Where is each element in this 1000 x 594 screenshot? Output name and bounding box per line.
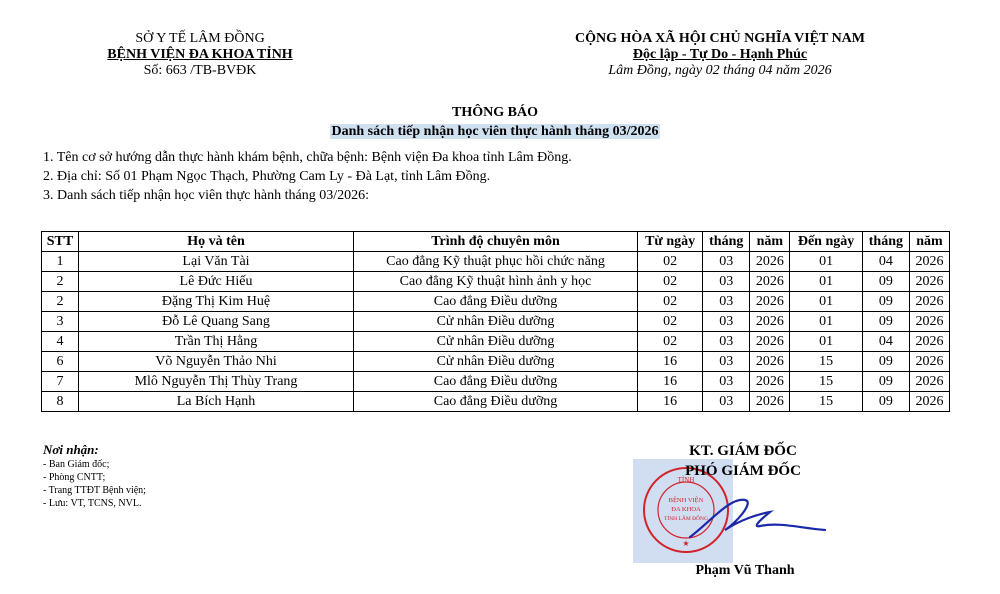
table-cell: Mlô Nguyễn Thị Thùy Trang <box>79 372 354 392</box>
table-cell: Cao đẳng Kỹ thuật hình ảnh y học <box>354 272 638 292</box>
table-cell: 2 <box>42 272 79 292</box>
table-cell: 03 <box>703 332 750 352</box>
info-line-1: 1. Tên cơ sở hướng dẫn thực hành khám bệnh, chữa bệnh: Bệnh viện Đa khoa tỉnh Lâm Đồng. <box>43 150 572 165</box>
info-line-2: 2. Địa chỉ: Số 01 Phạm Ngọc Thạch, Phường Cam Ly - Đà Lạt, tỉnh Lâm Đồng. <box>43 169 491 184</box>
page-title: THÔNG BÁO <box>452 105 538 120</box>
table-cell: 2026 <box>909 272 949 292</box>
col-qualification: Trình độ chuyên môn <box>354 232 638 252</box>
dept-name: SỞ Y TẾ LÂM ĐỒNG <box>135 31 265 46</box>
table-cell: 2026 <box>750 252 790 272</box>
col-name: Họ và tên <box>79 232 354 252</box>
stamp-line-3: TỈNH LÂM ĐỒNG <box>664 516 708 522</box>
table-cell: 15 <box>790 352 862 372</box>
table-cell: 2026 <box>909 292 949 312</box>
table-cell: 02 <box>638 332 703 352</box>
table-row <box>42 252 950 272</box>
table-cell: 7 <box>42 372 79 392</box>
table-cell: 16 <box>638 392 703 412</box>
table-cell: Đỗ Lê Quang Sang <box>79 312 354 332</box>
issue-date: Lâm Đồng, ngày 02 tháng 04 năm 2026 <box>608 63 832 78</box>
table-cell: 01 <box>790 312 862 332</box>
table-cell: 01 <box>790 332 862 352</box>
table-cell: 2 <box>42 292 79 312</box>
motto: Độc lập - Tự Do - Hạnh Phúc <box>632 47 808 62</box>
table-cell: 09 <box>862 392 909 412</box>
col-from-year: năm <box>750 232 790 252</box>
page-subtitle: Danh sách tiếp nhận học viên thực hành tháng 03/2026 <box>331 124 659 139</box>
recipients <box>43 442 146 510</box>
table-cell: La Bích Hạnh <box>79 392 354 412</box>
table-cell: Cao đẳng Điều dưỡng <box>354 392 638 412</box>
table-cell: 03 <box>703 272 750 292</box>
signer-name: Phạm Vũ Thanh <box>695 563 795 578</box>
table-cell: 03 <box>703 372 750 392</box>
signer-role-2: PHÓ GIÁM ĐỐC <box>685 463 801 479</box>
hospital-name: BỆNH VIỆN ĐA KHOA TỈNH <box>107 47 293 62</box>
col-from-month: tháng <box>703 232 750 252</box>
col-to-day: Đến ngày <box>790 232 862 252</box>
table-cell: 2026 <box>750 292 790 312</box>
table-cell: 03 <box>703 392 750 412</box>
table-cell: 02 <box>638 272 703 292</box>
table-cell: 09 <box>862 272 909 292</box>
table-cell: 02 <box>638 312 703 332</box>
table-row <box>42 272 950 292</box>
table-cell: 03 <box>703 292 750 312</box>
handwritten-signature <box>690 500 825 537</box>
table-cell: Lại Văn Tài <box>79 252 354 272</box>
table-cell: Võ Nguyễn Thảo Nhi <box>79 352 354 372</box>
table-cell: 15 <box>790 372 862 392</box>
trainee-table <box>41 231 950 412</box>
table-cell: 01 <box>790 292 862 312</box>
col-to-year: năm <box>909 232 949 252</box>
table-cell: 4 <box>42 332 79 352</box>
table-header-row <box>42 232 950 252</box>
country-name: CỘNG HÒA XÃ HỘI CHỦ NGHĨA VIỆT NAM <box>574 31 865 46</box>
header-left <box>80 31 320 79</box>
table-cell: 09 <box>862 312 909 332</box>
table-cell: 2026 <box>750 352 790 372</box>
table-cell: 16 <box>638 352 703 372</box>
table-cell: 01 <box>790 252 862 272</box>
col-stt: STT <box>42 232 79 252</box>
col-from-day: Từ ngày <box>638 232 703 252</box>
table-row <box>42 372 950 392</box>
stamp-line-2: ĐA KHOA <box>671 506 701 513</box>
recipient-item: - Ban Giám đốc; <box>43 459 110 470</box>
table-cell: Lê Đức Hiếu <box>79 272 354 292</box>
table-cell: 2026 <box>750 272 790 292</box>
table-cell: Trần Thị Hằng <box>79 332 354 352</box>
table-cell: 02 <box>638 252 703 272</box>
table-cell: 03 <box>703 252 750 272</box>
table-row <box>42 312 950 332</box>
recipient-item: - Lưu: VT, TCNS, NVL. <box>43 498 142 509</box>
recipient-item: - Trang TTĐT Bệnh viện; <box>43 485 146 496</box>
table-cell: 09 <box>862 352 909 372</box>
table-cell: 04 <box>862 252 909 272</box>
stamp-top-text: TỈNH <box>677 476 695 484</box>
table-cell: 2026 <box>909 312 949 332</box>
info-lines <box>43 148 572 205</box>
table-cell: 8 <box>42 392 79 412</box>
table-cell: 6 <box>42 352 79 372</box>
table-cell: 03 <box>703 352 750 372</box>
info-line-3: 3. Danh sách tiếp nhận học viên thực hành tháng 03/2026: <box>43 188 370 203</box>
table-cell: 2026 <box>750 372 790 392</box>
stamp-star-icon: ★ <box>682 539 690 548</box>
signer-roles <box>648 441 838 481</box>
table-cell: 09 <box>862 372 909 392</box>
col-to-month: tháng <box>862 232 909 252</box>
table-cell: Cử nhân Điều dưỡng <box>354 332 638 352</box>
table-cell: 2026 <box>750 392 790 412</box>
table-body <box>42 252 950 412</box>
table-cell: 03 <box>703 312 750 332</box>
table-cell: Cử nhân Điều dưỡng <box>354 312 638 332</box>
table-cell: 1 <box>42 252 79 272</box>
signer-role-1: KT. GIÁM ĐỐC <box>689 443 797 459</box>
table-cell: 2026 <box>909 332 949 352</box>
table-cell: 2026 <box>909 352 949 372</box>
table-cell: Cử nhân Điều dưỡng <box>354 352 638 372</box>
table-row <box>42 392 950 412</box>
header-right <box>520 31 920 79</box>
table-cell: 15 <box>790 392 862 412</box>
table-cell: 3 <box>42 312 79 332</box>
table-cell: 2026 <box>750 332 790 352</box>
table-cell: 16 <box>638 372 703 392</box>
table-cell: 2026 <box>909 392 949 412</box>
table-cell: 04 <box>862 332 909 352</box>
table-cell: 2026 <box>909 252 949 272</box>
table-cell: Cao đẳng Điều dưỡng <box>354 292 638 312</box>
table-row <box>42 292 950 312</box>
page-subtitle-wrap <box>250 124 740 140</box>
table-cell: Đặng Thị Kim Huệ <box>79 292 354 312</box>
table-cell: Cao đẳng Kỹ thuật phục hồi chức năng <box>354 252 638 272</box>
recipients-title: Nơi nhận: <box>43 442 99 457</box>
table-cell: 2026 <box>750 312 790 332</box>
table-row <box>42 352 950 372</box>
table-cell: 01 <box>790 272 862 292</box>
table-cell: 2026 <box>909 372 949 392</box>
table-cell: 02 <box>638 292 703 312</box>
table-cell: 09 <box>862 292 909 312</box>
stamp-line-1: BỆNH VIỆN <box>668 497 704 504</box>
document-number: Số: 663 /TB-BVĐK <box>143 63 257 78</box>
table-row <box>42 332 950 352</box>
table-cell: Cao đẳng Điều dưỡng <box>354 372 638 392</box>
recipient-item: - Phòng CNTT; <box>43 472 106 483</box>
